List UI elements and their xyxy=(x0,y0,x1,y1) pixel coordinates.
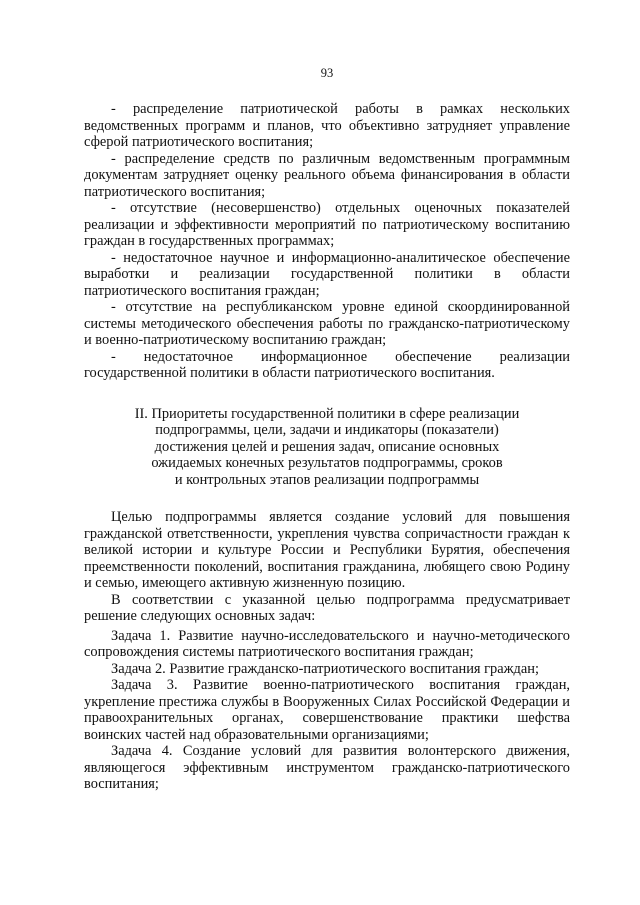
heading-line: ожидаемых конечных результатов подпрограммы, сроков xyxy=(151,455,503,471)
task-paragraph: Задача 2. Развитие гражданско-патриотического воспитания граждан; xyxy=(111,660,539,677)
task-paragraph: Задача 1. Развитие научно-исследовательского и научно-методического сопровождения системы патриотического воспитания граждан; xyxy=(84,627,570,660)
list-item: - распределение патриотической работы в рамках нескольких ведомственных программ и планов, что объективно затрудняет управление сферой патриотического воспитания; xyxy=(84,101,570,150)
section-heading xyxy=(84,406,570,489)
page-number: 93 xyxy=(320,66,334,80)
heading-line: и контрольных этапов реализации подпрограммы xyxy=(174,471,480,488)
tasks-intro-paragraph: В соответствии с указанной целью подпрограмма предусматривает решение следующих основных задач: xyxy=(84,591,570,624)
goal-paragraph: Целью подпрограммы является создание условий для повышения гражданской ответственности, укрепления чувства сопричастности граждан к великой истории и культуре России и Республики Бурятия, обеспечения преемственности поколений, воспитания гражданина, любящего свою Родину и семью, имеющего активную жизненную позицию. xyxy=(84,509,570,591)
heading-line: подпрограммы, цели, задачи и индикаторы (показатели) xyxy=(155,422,499,438)
heading-line: II. Приоритеты государственной политики в сфере реализации xyxy=(134,405,520,422)
body-text xyxy=(84,509,570,793)
task-paragraph: Задача 4. Создание условий для развития волонтерского движения, являющегося эффективным инструментом гражданско-патриотического воспитания; xyxy=(84,743,570,792)
list-item: - распределение средств по различным ведомственным программным документам затрудняет оценку реального объема финансирования в области патриотического воспитания; xyxy=(84,150,570,200)
list-item: - отсутствие на республиканском уровне единой скоординированной системы методического обеспечения работы по гражданско-патриотическому и военно-патриотическому воспитанию граждан; xyxy=(84,299,570,348)
problems-list xyxy=(84,101,570,382)
list-item: - недостаточное информационное обеспечение реализации государственной политики в области патриотического воспитания. xyxy=(84,348,570,381)
task-paragraph: Задача 3. Развитие военно-патриотического воспитания граждан, укрепление престижа службы в Вооруженных Силах Российской Федерации и правоохранительных органах, совершенствование практики шефства воинских частей над образовательными организациями; xyxy=(84,677,570,743)
list-item: - недостаточное научное и информационно-аналитическое обеспечение выработки и реализации государственной политики в области патриотического воспитания граждан; xyxy=(84,249,570,299)
list-item: - отсутствие (несовершенство) отдельных оценочных показателей реализации и эффективности мероприятий по патриотическому воспитанию граждан в государственных программах; xyxy=(84,200,570,249)
heading-line: достижения целей и решения задач, описание основных xyxy=(154,438,500,455)
